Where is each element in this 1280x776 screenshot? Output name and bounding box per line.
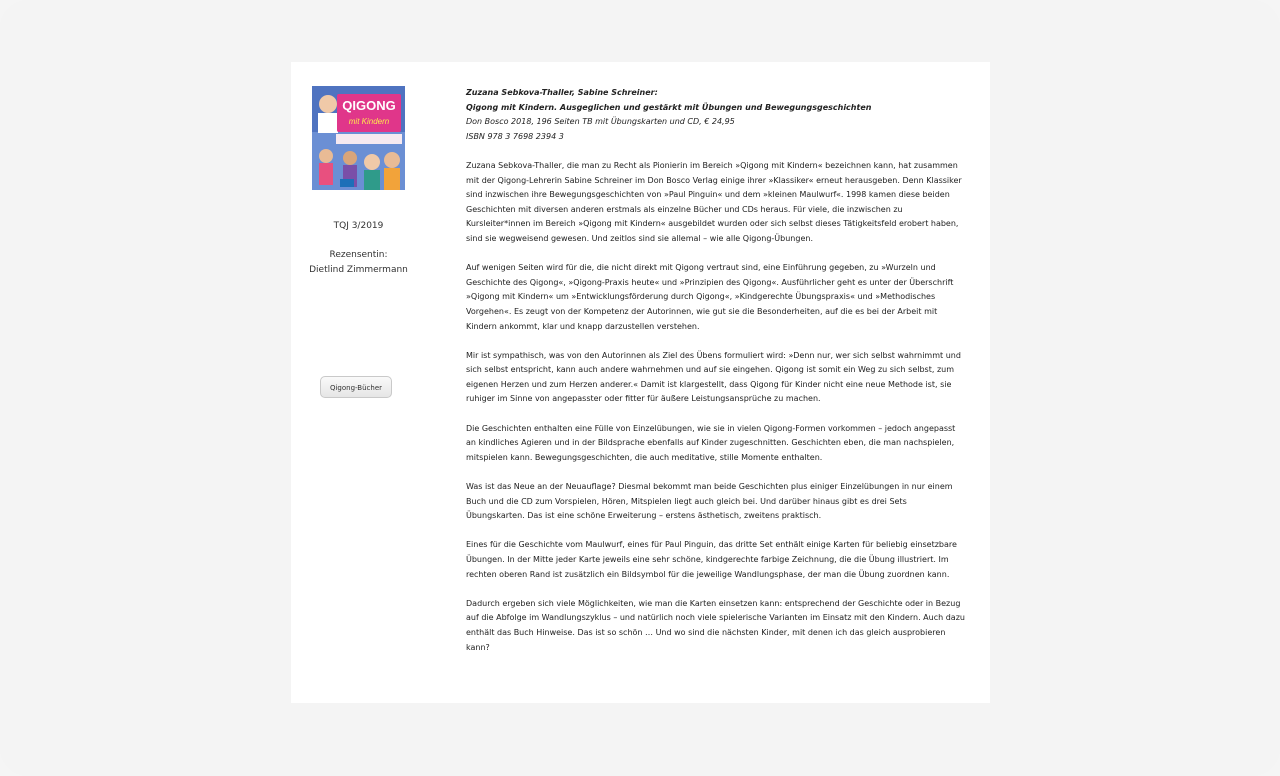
reviewer-name: Dietlind Zimmermann [309,265,408,275]
review-paragraph: Die Geschichten enthalten eine Fülle von Einzelübungen, wie sie in vielen Qigong-Formen vorkommen – jedoch angepasst an kindliches Agieren und in der Bildsprache ebenfalls auf Kinder zugeschnitten. Geschichten eben, die man nachspielen, mitspielen kann. Bewegungsgeschichten, die auch meditative, stille Momente enthalten. [466,423,956,462]
book-isbn: ISBN 978 3 7698 2394 3 [466,131,564,141]
reviewer-label: Rezensentin: [329,250,388,260]
book-title: Qigong mit Kindern. Ausgeglichen und gestärkt mit Übungen und Bewegungsgeschichten [466,102,872,112]
review-page [291,62,990,703]
book-details [466,86,966,144]
review-paragraph: Eines für die Geschichte vom Maulwurf, eines für Paul Pinguin, das dritte Set enthält einige Karten für beliebig einsetzbare Übungen. In der Mitte jeder Karte jeweils eine sehr schöne, kindgerechte farbige Zeichnung, die die Übung illustriert. Im rechten oberen Rand ist zusätzlich ein Bildsymbol für die jeweilige Wandlungsphase, der man die Übung zuordnen kann. [466,540,957,579]
review-content [466,86,966,655]
cover-title-line1: QIGONG [342,98,396,113]
book-cover-image[interactable] [312,86,405,190]
cover-title-line2: mit Kindern [348,117,390,126]
review-paragraph: Dadurch ergeben sich viele Möglichkeiten, wie man die Karten einsetzen kann: entsprechend der Geschichte oder in Bezug auf die Abfolge im Wandlungszyklus – und natürlich noch viele spielerische Varianten im Einsatz mit den Kindern. Auch dazu enthält das Buch Hinweise. Das ist so schön … Und wo sind die nächsten Kinder, mit denen ich das gleich ausprobieren kann? [466,598,965,652]
book-authors: Zuzana Sebkova-Thaller, Sabine Schreiner: [466,88,658,97]
journal-issue: TQJ 3/2019 [333,221,384,231]
qigong-books-button[interactable]: Qigong-Bücher [320,376,392,398]
review-paragraph: Mir ist sympathisch, was von den Autorinnen als Ziel des Übens formuliert wird: »Denn nur, wer sich selbst wahrnimmt und sich selbst entspricht, kann auch andere wahrnehmen und auf sie eingehen. Qigong ist somit ein Weg zu sich selbst, zum eigenen Herzen und zum Herzen anderer.« Damit ist klargestellt, dass Qigong für Kinder nicht eine neue Methode ist, sie ruhiger im Sinne von angepasster oder fitter für äußere Leistungsansprüche zu machen. [466,350,961,404]
review-paragraph: Auf wenigen Seiten wird für die, die nicht direkt mit Qigong vertraut sind, eine Einführung gegeben, zu »Wurzeln und Geschichte des Qigong«, »Qigong-Praxis heute« und »Prinzipien des Qigong«. Ausführlicher geht es unter der Überschrift »Qigong mit Kindern« um »Entwicklungsförderung durch Qigong«, »Kindgerechte Übungspraxis« und »Methodisches Vorgehen«. Es zeugt von der Kompetenz der Autorinnen, wie gut sie die Besonderheiten, auf die es bei der Arbeit mit Kindern ankommt, klar und knapp darzustellen verstehen. [466,263,954,331]
review-paragraph: Was ist das Neue an der Neuauflage? Diesmal bekommt man beide Geschichten plus einiger Einzelübungen in nur einem Buch und die CD zum Vorspielen, Hören, Mitspielen liegt auch gleich bei. Und darüber hinaus gibt es drei Sets Übungskarten. Das ist eine schöne Erweiterung – erstens ästhetisch, zweitens praktisch. [466,482,953,521]
book-publication-info: Don Bosco 2018, 196 Seiten TB mit Übungskarten und CD, € 24,95 [466,117,735,127]
sidebar [291,62,426,703]
book-cover-illustration [312,86,405,190]
review-paragraph: Zuzana Sebkova-Thaller, die man zu Recht als Pionierin im Bereich »Qigong mit Kindern« bezeichnen kann, hat zusammen mit der Qigong-Lehrerin Sabine Schreiner im Don Bosco Verlag einige ihrer »Klassiker« erneut herausgeben. Denn Klassiker sind inzwischen ihre Bewegungsgeschichten von »Paul Pinguin« und dem »kleinen Maulwurf«. 1998 kamen diese beiden Geschichten mit diversen anderen erstmals als einzelne Bücher und CDs heraus. Für viele, die inzwischen zu Kursleiter*innen im Bereich »Qigong mit Kindern« ausgebildet wurden oder sich selbst dieses Tätigkeitsfeld erobert haben, sind sie wegweisend gewesen. Und zeitlos sind sie allemal – wie alle Qigong-Übungen. [466,160,962,243]
